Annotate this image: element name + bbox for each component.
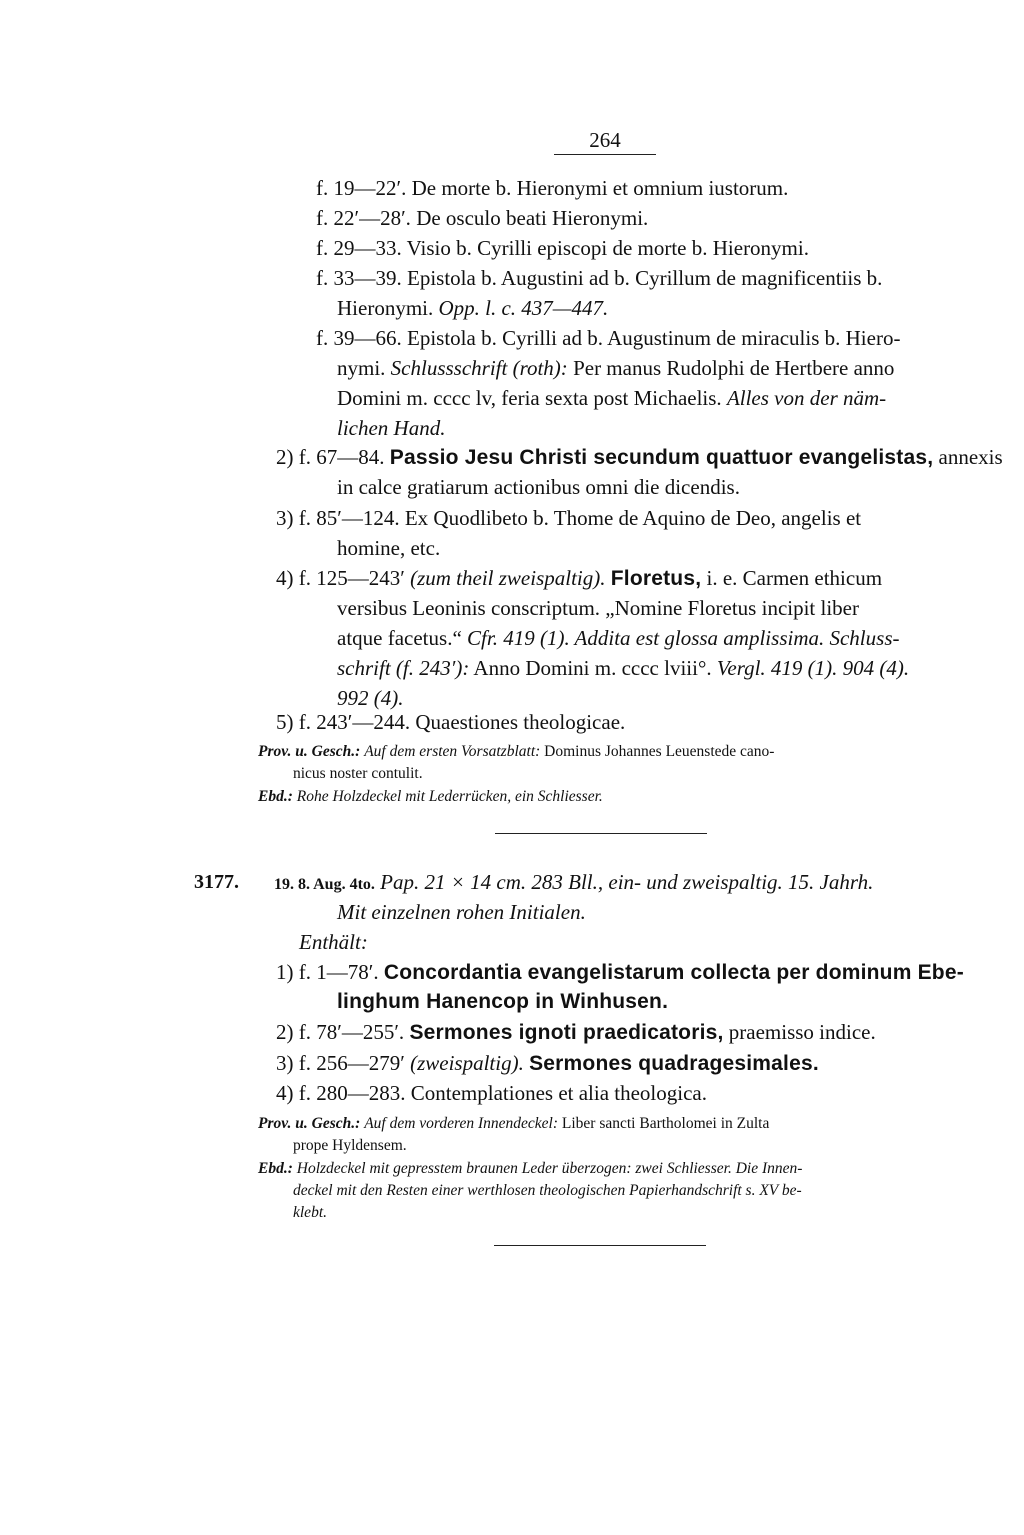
item-number: 3) [276,506,294,530]
item-text: i. e. Carmen ethicum [706,566,883,590]
folio-line-cont [337,294,608,322]
provenance-line [258,741,774,763]
provenance-source: Auf dem ersten Vorsatzblatt: [364,743,541,760]
item-title-cont: linghum Hanencop in Winhusen. [337,990,669,1013]
item-number: 1) [276,960,294,984]
item-title: Passio Jesu Christi secundum quattuor evangelistas, [389,446,934,469]
note-italic: Alles von der näm- [726,386,887,410]
item-line [276,443,1003,472]
item-note-italic: (zweispaltig). [410,1051,524,1075]
folio-ref-italic: Opp. l. c. 437—447. [438,296,609,320]
item-number: 2) [276,1020,294,1044]
colophon-text: Per manus Rudolphi de Hertbere anno [573,356,895,380]
item-line [276,564,882,593]
folio-line-cont [337,354,894,382]
item-line [276,1018,876,1047]
binding-text: Rohe Holzdeckel mit Lederrücken, ein Schliesser. [296,788,603,805]
item-line-cont [337,624,899,652]
physical-description-cont: Mit einzelnen rohen Initialen. [337,900,586,924]
item-text: annexis [938,445,1003,469]
physical-description: Pap. 21 × 14 cm. 283 Bll., ein- und zweispaltig. 15. Jahrh. [380,870,874,894]
binding-line [258,786,603,808]
item-line-cont [337,654,909,682]
folio-text: De morte b. Hieronymi et omnium iustorum. [411,176,789,200]
colophon-text: Anno Domini m. cccc lviii°. [473,656,712,680]
provenance-line [258,1113,769,1135]
folio-ref: f. 22′—28′. [316,206,411,230]
provenance-text: Dominus Johannes Leuenstede cano- [544,743,775,760]
item-note-italic: Cfr. 419 (1). Addita est glossa amplissima. Schluss- [467,626,900,650]
folio-line [316,204,648,232]
page-number: 264 [589,128,621,152]
page-number-rule [554,154,656,155]
folio-text: Hieronymi. [337,296,434,320]
binding-label: Ebd.: [258,1160,293,1177]
folio-line-cont [337,384,886,412]
folio-text: Epistola b. Augustini ad b. Cyrillum de magnificentiis b. [407,266,883,290]
item-number: 5) [276,710,294,734]
binding-text-cont: deckel mit den Resten einer werthlosen theologischen Papierhandschrift s. XV be- [293,1182,802,1199]
colophon-label: schrift (f. 243′): [337,656,470,680]
binding-text: Holzdeckel mit gepresstem braunen Leder überzogen: zwei Schliesser. Die Innen- [296,1160,803,1177]
provenance-line-cont: nicus noster contulit. [293,765,423,782]
provenance-label: Prov. u. Gesch.: [258,1115,361,1132]
item-line [276,708,625,736]
folio-line [316,264,882,292]
item-title: Sermones ignoti praedicatoris, [409,1021,724,1044]
folio-text: Visio b. Cyrilli episcopi de morte b. Hieronymi. [406,236,809,260]
item-title: Sermones quadragesimales. [529,1052,819,1075]
folio-text: Epistola b. Cyrilli ad b. Augustinum de miraculis b. Hiero- [407,326,901,350]
item-text: praemisso indice. [728,1020,876,1044]
provenance-source: Auf dem vorderen Innendeckel: [364,1115,559,1132]
folio-ref: f. 78′—255′. [298,1020,405,1044]
section-divider [494,1245,706,1246]
provenance-label: Prov. u. Gesch.: [258,743,361,760]
entry-header [274,868,873,899]
binding-label: Ebd.: [258,788,293,805]
folio-ref: f. 85′—124. [298,506,400,530]
entry-number: 3177. [194,871,239,893]
folio-ref: f. 67—84. [298,445,385,469]
item-line [276,1079,707,1107]
colophon-label: Schlussschrift (roth): [390,356,568,380]
colophon-text: Domini m. cccc lv, feria sexta post Michaelis. [337,386,722,410]
folio-ref: f. 125—243′ [298,566,405,590]
folio-text: nymi. [337,356,386,380]
provenance-text: Liber sancti Bartholomei in Zulta [561,1115,770,1132]
item-text: atque facetus.“ [337,626,462,650]
item-line [276,1049,819,1078]
folio-ref: f. 256—279′ [298,1051,405,1075]
item-line-cont: homine, etc. [337,536,441,560]
folio-text: De osculo beati Hieronymi. [416,206,649,230]
item-number: 3) [276,1051,294,1075]
cross-reference: Vergl. 419 (1). 904 (4). [716,656,910,680]
folio-line [316,174,788,202]
folio-ref: f. 29—33. [316,236,402,260]
folio-line [316,234,809,262]
folio-ref: f. 1—78′. [298,960,379,984]
item-line [276,958,964,987]
section-divider [495,833,707,834]
item-number: 2) [276,445,294,469]
shelfmark: 19. 8. Aug. 4to. [274,876,375,893]
folio-ref: f. 33—39. [316,266,402,290]
binding-text-cont: klebt. [293,1204,327,1221]
contents-label: Enthält: [299,930,368,954]
item-line-cont: in calce gratiarum actionibus omni die dicendis. [337,475,740,499]
binding-line [258,1158,802,1180]
item-title: Quaestiones theologicae. [415,710,626,734]
folio-ref: f. 243′—244. [298,710,411,734]
item-number: 4) [276,566,294,590]
item-text: Contemplationes et alia theologica. [410,1081,707,1105]
item-line-cont: versibus Leoninis conscriptum. „Nomine Floretus incipit liber [337,596,859,620]
item-title: Concordantia evangelistarum collecta per dominum Ebe- [383,961,964,984]
note-italic: lichen Hand. [337,416,446,440]
item-title: Ex Quodlibeto b. Thome de Aquino de Deo, angelis et [404,506,862,530]
folio-ref: f. 19—22′. [316,176,407,200]
provenance-line-cont: prope Hyldensem. [293,1137,407,1154]
folio-ref: f. 280—283. [298,1081,406,1105]
item-note-italic: (zum theil zweispaltig). [410,566,606,590]
folio-line [316,324,900,352]
item-title: Floretus, [610,567,702,590]
cross-reference: 992 (4). [337,686,404,710]
item-number: 4) [276,1081,294,1105]
item-line [276,504,861,532]
folio-ref: f. 39—66. [316,326,402,350]
